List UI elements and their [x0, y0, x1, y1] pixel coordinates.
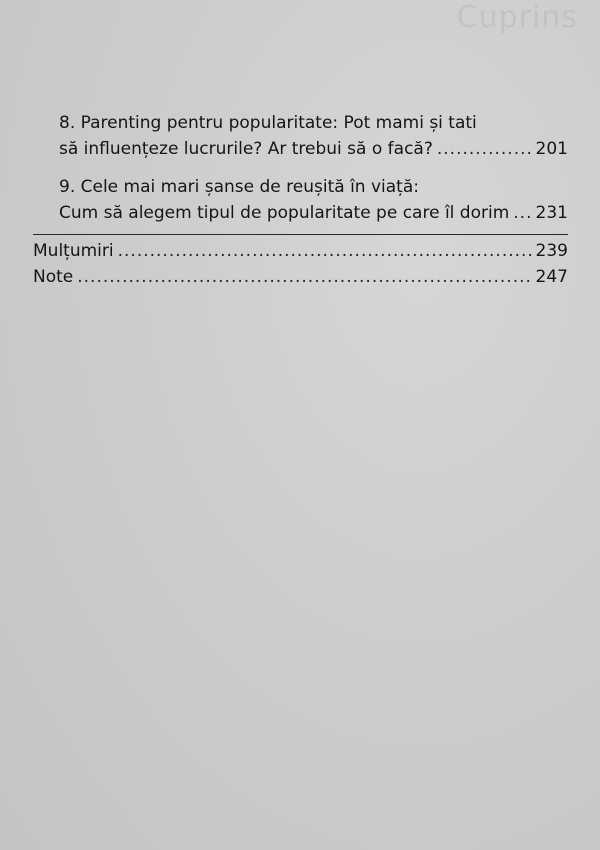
dot-leader [77, 264, 531, 290]
toc-entry-chapter-8 [59, 110, 568, 162]
toc-entry-thanks [33, 238, 568, 264]
toc-entry-title-line-1: 8. Parenting pentru popularitate: Pot mami și tati [59, 113, 477, 133]
toc-page-number: 239 [535, 241, 568, 261]
toc-entry-line [59, 174, 568, 200]
toc-entry-title: Mulțumiri [33, 241, 114, 261]
toc-entry-title: Note [33, 267, 74, 287]
toc-entry-notes [33, 264, 568, 290]
dot-leader [118, 238, 532, 264]
section-divider [33, 234, 568, 235]
toc-page-number: 231 [535, 203, 568, 223]
toc-entry-line [59, 200, 568, 226]
toc-entry-chapter-9 [59, 174, 568, 226]
toc-entry-line [33, 238, 568, 264]
toc-page-number: 247 [535, 267, 568, 287]
toc-entry-line [59, 110, 568, 136]
page-heading: Cuprins [456, 0, 578, 35]
toc-entry-title-line-1: 9. Cele mai mari șanse de reușită în viață: [59, 177, 419, 197]
toc-entry-title-line-2: Cum să alegem tipul de popularitate pe care îl dorim [59, 203, 510, 223]
toc-entry-line [59, 136, 568, 162]
dot-leader [437, 136, 532, 162]
toc-entry-title-line-2: să influențeze lucrurile? Ar trebui să o facă? [59, 139, 433, 159]
toc-page-number: 201 [535, 139, 568, 159]
dot-leader [513, 200, 531, 226]
toc-entry-line [33, 264, 568, 290]
